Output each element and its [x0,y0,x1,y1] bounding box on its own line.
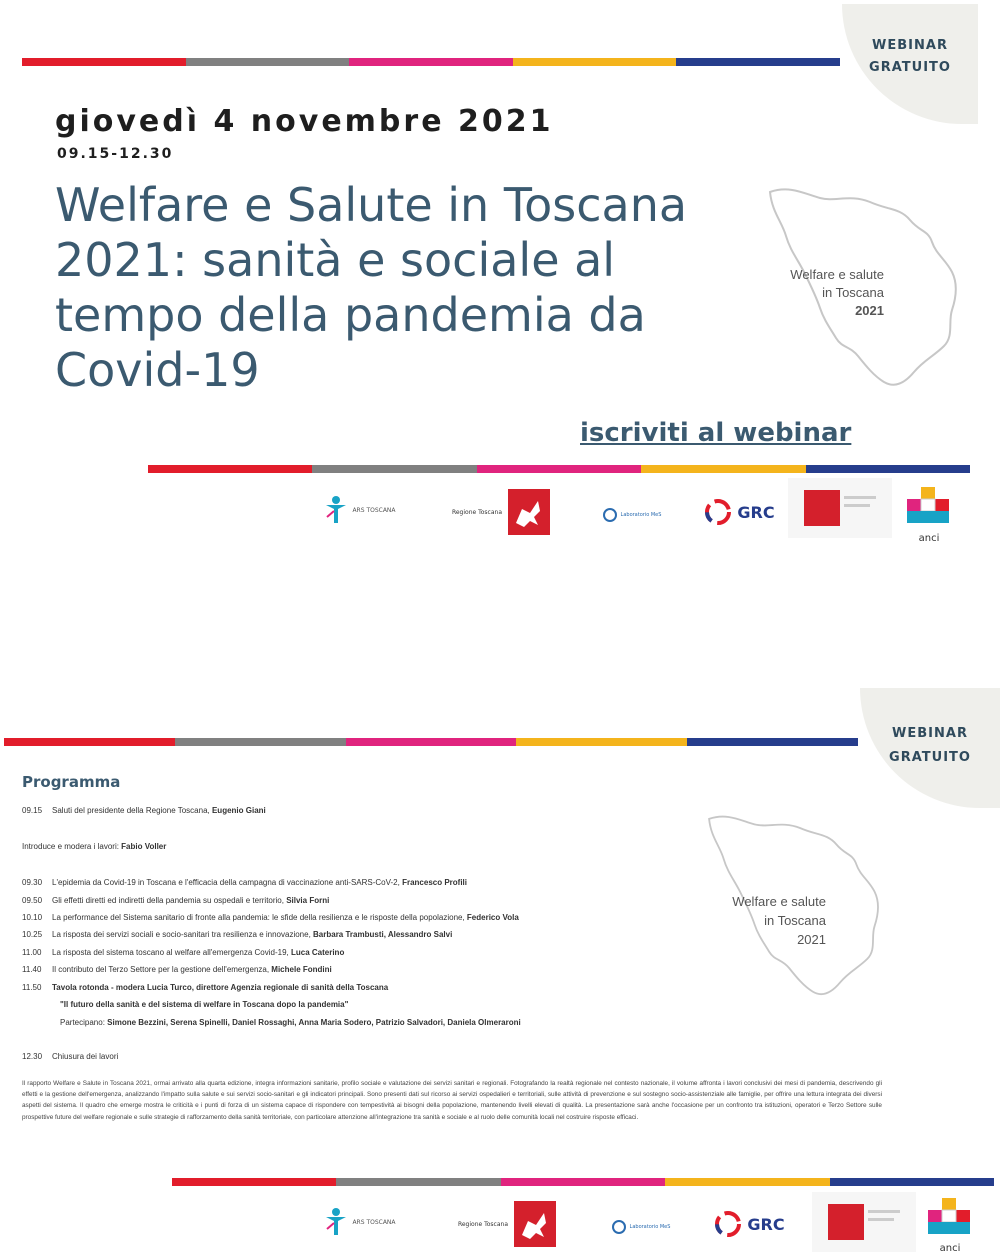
regione-logo-text: Regione Toscana [451,508,503,516]
anci-logo-text: anci [918,533,940,544]
stripe-magenta [477,465,641,473]
university-logo-2 [812,1192,916,1252]
badge2-line2: GRATUITO [889,750,971,765]
top-color-stripe [22,58,840,66]
ars-toscana-logo [310,492,410,528]
map-label-line3: 2021 [855,303,884,318]
map-label-line2: in Toscana [822,285,884,300]
badge2-line1: WEBINAR [892,726,968,741]
mid-color-stripe [148,465,970,473]
stripe-magenta [501,1178,665,1186]
ars-figure-icon [324,1207,348,1237]
map-label [760,266,884,320]
program-item: 09.15 Saluti del presidente della Regione Toscana, Eugenio Giani [22,806,266,815]
anci-logo-2 [922,1194,978,1254]
mes-logo-2 [600,1212,682,1242]
grc-logo [696,494,782,530]
ars-toscana-logo-2 [310,1204,410,1240]
program-item: 11.40 Il contributo del Terzo Settore per la gestione dell'emergenza, Michele Fondini [22,965,332,974]
map-label-line1: Welfare e salute [790,267,884,282]
pegasus-emblem-icon [508,489,550,535]
anci2-logo-text: anci [939,1243,961,1254]
stripe-red [4,738,175,746]
program-item: 09.50 Gli effetti diretti ed indiretti della pandemia su ospedali e territorio, Silvia Forni [22,896,330,905]
grc-logo-text: GRC [737,502,775,522]
tuscany-map-2 [700,808,900,1008]
mes-logo-text: Laboratorio MeS [620,512,662,518]
grc2-logo-text: GRC [747,1214,785,1234]
anci-blocks-icon [903,485,955,537]
mes-logo [592,500,672,530]
stripe-yellow [665,1178,829,1186]
stripe-yellow [513,58,677,66]
map2-label-line2: in Toscana [764,913,826,928]
stripe-red [148,465,312,473]
stripe-blue [806,465,970,473]
description-paragraph: Il rapporto Welfare e Salute in Toscana 2021, ormai arrivato alla quarta edizione, integra informazioni sanitarie, profilo sociale e valutazione dei servizi sanitari e regionali. Fotografando la realtà regionale nel contesto nazionale, il volume affronta i lavori conclusivi dei mesi di pandemia, descrivendo gli effetti e la gestione dell'emergenza, analizzando l'impatto sulla salute e sui servizi socio-sanitari e gli indicatori principali. Sono presenti dati sul ricorso ai servizi ospedalieri e territoriali, sulle attività di prevenzione e sul sostegno socio-assistenziale alle famiglie, per offrire una lettura integrata dei diversi aspetti del sistema. Il quadro che emerge mostra le criticità e i punti di forza di un sistema capace di rispondere con tempestività ai bisogni della popolazione, mantenendo livelli elevati di qualità. La presentazione sarà anche l'occasione per un confronto tra istituzioni, operatori e Terzo Settore sulle prospettive future del welfare regionale e sulle strategie di rafforzamento della sanità territoriale, con particolare attenzione all'integrazione tra sanità e sociale e al ruolo delle comunità locali nel costruire risposte efficaci. [22,1080,882,1121]
page2-top-stripe [4,738,858,746]
stripe-grey [312,465,476,473]
program-item: 10.10 La performance del Sistema sanitario di fronte alla pandemia: le sfide della resilienza e le risposte della popolazione, Federico Vola [22,913,519,922]
program-item: 11.50 Tavola rotonda - modera Lucia Turco, direttore Agenzia regionale di sanità della Toscana [22,983,389,992]
mes-globe-icon [612,1220,626,1234]
program-item: 12.30 Chiusura dei lavori [22,1052,119,1061]
event-date: giovedì 4 novembre 2021 [55,104,554,139]
program-item: 09.30 L'epidemia da Covid-19 in Toscana e l'efficacia della campagna di vaccinazione anti-SARS-CoV-2, Francesco Profili [22,878,467,887]
stripe-yellow [641,465,805,473]
map-label-2 [700,892,826,949]
stripe-blue [830,1178,994,1186]
badge-line2: GRATUITO [869,60,951,75]
mes-globe-icon [603,508,617,522]
tuscany-map [760,180,980,400]
event-time: 09.15-12.30 [57,146,174,162]
program-item: 11.00 La risposta del sistema toscano al welfare all'emergenza Covid-19, Luca Caterino [22,948,345,957]
regione2-logo-text: Regione Toscana [457,1220,509,1228]
stripe-magenta [346,738,517,746]
page2-bottom-stripe [172,1178,994,1186]
grc-logo-2 [706,1206,792,1242]
stripe-grey [336,1178,500,1186]
register-webinar-link[interactable]: iscriviti al webinar [580,418,852,448]
program-item: "Il futuro della sanità e del sistema di welfare in Toscana dopo la pandemia" [60,1000,349,1009]
stripe-grey [175,738,346,746]
anci-blocks-icon [924,1196,976,1248]
stripe-magenta [349,58,513,66]
ars2-logo-text: ARS TOSCANA [352,1218,396,1226]
mes2-logo-text: Laboratorio MeS [629,1224,671,1230]
stripe-yellow [516,738,687,746]
program-item: Introduce e modera i lavori: Fabio Voller [22,842,167,851]
program-item: 10.25 La risposta dei servizi sociali e socio-sanitari tra resilienza e innovazione, Barbara Trambusti, Alessandro Salvi [22,930,453,939]
stripe-blue [687,738,858,746]
university-seal-icon [800,486,880,530]
regione-toscana-logo [440,488,562,536]
badge-line1: WEBINAR [872,38,948,53]
stripe-grey [186,58,350,66]
webinar-badge-2 [860,688,1000,808]
ars-logo-text: ARS TOSCANA [352,506,396,514]
map2-label-line3: 2021 [797,932,826,947]
ars-figure-icon [324,495,348,525]
program-item: Partecipano: Simone Bezzini, Serena Spinelli, Daniel Rossaghi, Anna Maria Sodero, Patrizio Salvadori, Daniela Olmeraroni [60,1018,521,1027]
grc-ring-icon [713,1209,743,1239]
university-seal-icon [824,1200,904,1244]
programma-heading: Programma [22,773,121,791]
stripe-blue [676,58,840,66]
map2-label-line1: Welfare e salute [732,894,826,909]
stripe-red [172,1178,336,1186]
event-title: Welfare e Salute in Toscana 2021: sanità e sociale al tempo della pandemia da Covid-19 [55,178,688,397]
stripe-red [22,58,186,66]
webinar-badge [842,4,978,124]
regione-toscana-logo-2 [444,1200,570,1248]
anci-logo [902,484,956,544]
university-logo [788,478,892,538]
grc-ring-icon [703,497,733,527]
pegasus-emblem-icon [514,1201,556,1247]
